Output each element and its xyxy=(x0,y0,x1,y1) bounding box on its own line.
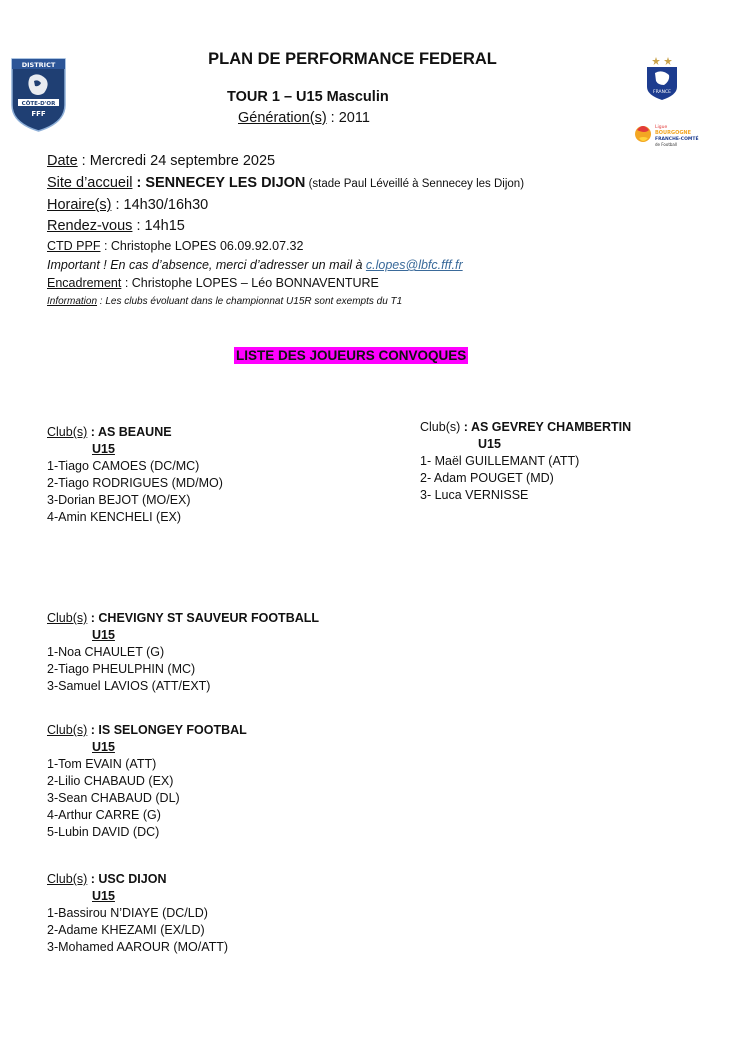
player-row: 5-Lubin DAVID (DC) xyxy=(47,825,160,839)
player-row: 2-Lilio CHABAUD (EX) xyxy=(47,774,174,788)
important-text: Important ! En cas d’absence, merci d’adresser un mail à xyxy=(47,258,366,272)
player-row: 3-Mohamed AAROUR (MO/ATT) xyxy=(47,940,229,954)
player-row: 3-Samuel LAVIOS (ATT/EXT) xyxy=(47,679,211,693)
club-name: : IS SELONGEY FOOTBAL xyxy=(87,723,247,737)
player-row: 3-Dorian BEJOT (MO/EX) xyxy=(47,493,191,507)
generation-label: Génération(s) xyxy=(238,110,327,126)
generation-line xyxy=(238,110,370,126)
player-row: 4-Arthur CARRE (G) xyxy=(47,808,161,822)
club-heading xyxy=(47,611,319,625)
club-block-selongey xyxy=(47,723,247,839)
club-block-chevigny xyxy=(47,611,319,693)
club-block-usc-dijon xyxy=(47,872,228,954)
club-label: Club(s) xyxy=(420,420,461,434)
rdv-label: Rendez-vous xyxy=(47,218,133,234)
svg-text:BOURGOGNE: BOURGOGNE xyxy=(655,130,692,136)
club-heading xyxy=(47,872,228,886)
player-row: 1- Maël GUILLEMANT (ATT) xyxy=(420,454,580,468)
site-detail: (stade Paul Léveillé à Sennecey les Dijon) xyxy=(305,178,525,190)
horaire-label: Horaire(s) xyxy=(47,197,112,213)
club-label: Club(s) xyxy=(47,872,88,886)
ctd-value: : Christophe LOPES 06.09.92.07.32 xyxy=(100,239,304,253)
category: U15 xyxy=(92,628,115,642)
svg-text:CÔTE-D'OR: CÔTE-D'OR xyxy=(21,100,56,107)
ctd-label: CTD PPF xyxy=(47,239,101,253)
svg-text:Ligue: Ligue xyxy=(655,125,668,130)
club-name: : AS GEVREY CHAMBERTIN xyxy=(460,420,632,434)
player-row: 4-Amin KENCHELI (EX) xyxy=(47,510,182,524)
club-heading xyxy=(420,420,631,434)
encadrement-value: : Christophe LOPES – Léo BONNAVENTURE xyxy=(121,276,379,290)
player-row: 1-Tom EVAIN (ATT) xyxy=(47,757,157,771)
player-row: 1-Bassirou N’DIAYE (DC/LD) xyxy=(47,906,208,920)
player-row: 2-Adame KHEZAMI (EX/LD) xyxy=(47,923,205,937)
category: U15 xyxy=(92,442,115,456)
horaire-line xyxy=(47,197,208,213)
rdv-line xyxy=(47,218,185,234)
club-heading xyxy=(47,723,247,737)
tour-subtitle: TOUR 1 – U15 Masculin xyxy=(227,89,389,105)
horaire-value: : 14h30/16h30 xyxy=(111,197,209,213)
ligue-logo xyxy=(633,120,705,152)
email-link[interactable]: c.lopes@lbfc.fff.fr xyxy=(365,258,463,272)
category: U15 xyxy=(478,437,501,451)
svg-text:FRANCE: FRANCE xyxy=(653,90,671,95)
ctd-line xyxy=(47,239,303,253)
club-heading xyxy=(47,425,223,439)
svg-text:DISTRICT: DISTRICT xyxy=(21,61,56,69)
club-name: : AS BEAUNE xyxy=(87,425,172,439)
encadrement-label: Encadrement xyxy=(47,276,122,290)
category: U15 xyxy=(92,889,115,903)
information-line xyxy=(47,296,402,307)
site-value: : SENNECEY LES DIJON xyxy=(132,175,306,191)
svg-text:FRANCHE-COMTÉ: FRANCHE-COMTÉ xyxy=(655,137,699,142)
club-label: Club(s) xyxy=(47,425,88,439)
player-row: 2-Tiago RODRIGUES (MD/MO) xyxy=(47,476,223,490)
important-line xyxy=(47,258,463,272)
category: U15 xyxy=(92,740,115,754)
player-row: 2- Adam POUGET (MD) xyxy=(420,471,554,485)
player-row: 3- Luca VERNISSE xyxy=(420,488,529,502)
date-value: : Mercredi 24 septembre 2025 xyxy=(77,153,276,169)
svg-text:FFF: FFF xyxy=(31,110,46,118)
club-name: : USC DIJON xyxy=(87,872,167,886)
club-label: Club(s) xyxy=(47,611,88,625)
club-label: Club(s) xyxy=(47,723,88,737)
club-name: : CHEVIGNY ST SAUVEUR FOOTBALL xyxy=(87,611,320,625)
date-line xyxy=(47,153,275,169)
player-row: 1-Tiago CAMOES (DC/MC) xyxy=(47,459,200,473)
player-row: 1-Noa CHAULET (G) xyxy=(47,645,165,659)
generation-value: : 2011 xyxy=(326,110,370,126)
players-list-banner: LISTE DES JOUEURS CONVOQUES xyxy=(236,348,467,363)
player-row: 2-Tiago PHEULPHIN (MC) xyxy=(47,662,196,676)
site-label: Site d’accueil xyxy=(47,175,133,191)
information-label: Information xyxy=(47,296,98,307)
site-line xyxy=(47,175,524,191)
player-row: 3-Sean CHABAUD (DL) xyxy=(47,791,180,805)
page-title: PLAN DE PERFORMANCE FEDERAL xyxy=(208,50,497,68)
svg-text:de Football: de Football xyxy=(655,142,678,147)
encadrement-line xyxy=(47,276,379,290)
rdv-value: : 14h15 xyxy=(132,218,185,234)
information-value: : Les clubs évoluant dans le championnat U15R sont exempts du T1 xyxy=(97,296,403,307)
club-block-beaune xyxy=(47,425,223,524)
club-block-gevrey xyxy=(420,420,631,502)
date-label: Date xyxy=(47,153,78,169)
